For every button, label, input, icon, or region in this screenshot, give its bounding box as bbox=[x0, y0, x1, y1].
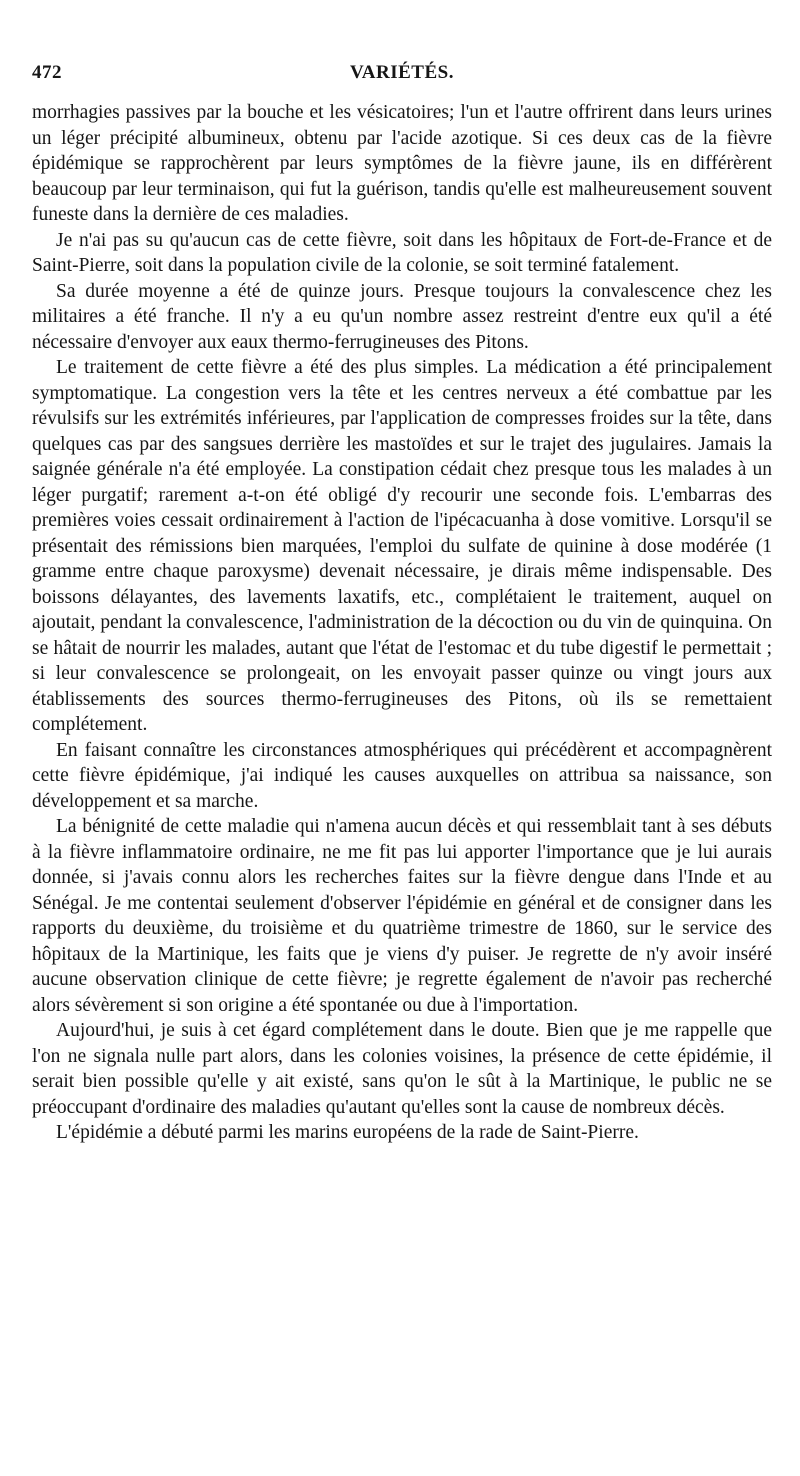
running-header bbox=[32, 58, 772, 88]
page-number: 472 bbox=[32, 62, 62, 83]
paragraph-hemorrhage-cases: morrhagies passives par la bouche et les vésicatoires; l'un et l'autre offrirent dans leurs urines un léger précipité albumineux, obtenu par l'acide azotique. Si ces deux cas de la fièvre épidémique se rapprochèrent par leurs symptômes de la fièvre jaune, ils en différèrent beaucoup par leur terminaison, qui fut la guérison, tandis qu'elle est malheureusement souvent funeste dans la dernière de ces maladies. bbox=[32, 102, 772, 225]
paragraph-doubt: Aujourd'hui, je suis à cet égard complétement dans le doute. Bien que je me rappelle que l'on ne signala nulle part alors, dans les colonies voisines, la présence de cette épidémie, il serait bien possible qu'elle y ait existé, sans qu'on le sût à la Martinique, le public ne se préoccupant d'ordinaire des maladies qu'autant qu'elles sont la cause de nombreux décès. bbox=[32, 1020, 772, 1118]
body-text bbox=[32, 100, 772, 1146]
paragraph-epidemic-start: L'épidémie a débuté parmi les marins européens de la rade de Saint-Pierre. bbox=[56, 1122, 639, 1143]
paragraph-no-fatal-cases: Je n'ai pas su qu'aucun cas de cette fièvre, soit dans les hôpitaux de Fort-de-France et de Saint-Pierre, soit dans la population civile de la colonie, se soit terminé fatalement. bbox=[32, 229, 772, 276]
paragraph-benignity: La bénignité de cette maladie qui n'amena aucun décès et qui ressemblait tant à ses débuts à la fièvre inflammatoire ordinaire, ne me fit pas lui apporter l'importance que je lui aurais donnée, si j'avais connu alors les recherches faites sur la fièvre dengue dans l'Inde et au Sénégal. Je me contentai seulement d'observer l'épidémie en général et de consigner dans les rapports du deuxième, du troisième et du quatrième trimestre de 1860, sur le service des hôpitaux de la Martinique, les faits que je viens d'y puiser. Je regrette de n'y avoir inséré aucune observation clinique de cette fièvre; je regrette également de n'avoir pas recherché alors sévèrement si son origine a été spontanée ou due à l'importation. bbox=[32, 816, 772, 1016]
paragraph-treatment: Le traitement de cette fièvre a été des plus simples. La médication a été principalement symptomatique. La congestion vers la tête et les centres nerveux a été combattue par les révulsifs sur les extrémités inférieures, par l'application de compresses froides sur la tête, dans quelques cas par des sangsues derrière les mastoïdes et sur le trajet des jugulaires. Jamais la saignée générale n'a été employée. La constipation cédait chez presque tous les malades à un léger purgatif; rarement a-t-on été obligé d'y recourir une seconde fois. L'embarras des premières voies cessait ordinairement à l'action de l'ipécacuanha à dose vomitive. Lorsqu'il se présentait des rémissions bien marquées, l'emploi du sulfate de quinine à dose modérée (1 gramme entre chaque paroxysme) devenait nécessaire, je dirais même indispensable. Des boissons délayantes, des lavements laxatifs, etc., complétaient le traitement, auquel on ajoutait, pendant la convalescence, l'administration de la décoction ou du vin de quinquina. On se hâtait de nourrir les malades, autant que l'état de l'estomac et du tube digestif le permettait ; si leur convalescence se prolongeait, on les envoyait passer quinze ou vingt jours aux établissements des sources thermo-ferrugineuses des Pitons, où ils se remettaient complétement. bbox=[32, 357, 772, 735]
paragraph-duration: Sa durée moyenne a été de quinze jours. Presque toujours la convalescence chez les militaires a été franche. Il n'y a eu qu'un nombre assez restreint d'entre eux qu'il a été nécessaire d'envoyer aux eaux thermo-ferrugineuses des Pitons. bbox=[32, 280, 772, 353]
paragraph-atmospheric-causes: En faisant connaître les circonstances atmosphériques qui précédèrent et accompagnèrent cette fièvre épidémique, j'ai indiqué les causes auxquelles on attribua sa naissance, son développement et sa marche. bbox=[32, 739, 772, 812]
running-title: VARIÉTÉS. bbox=[350, 62, 454, 83]
